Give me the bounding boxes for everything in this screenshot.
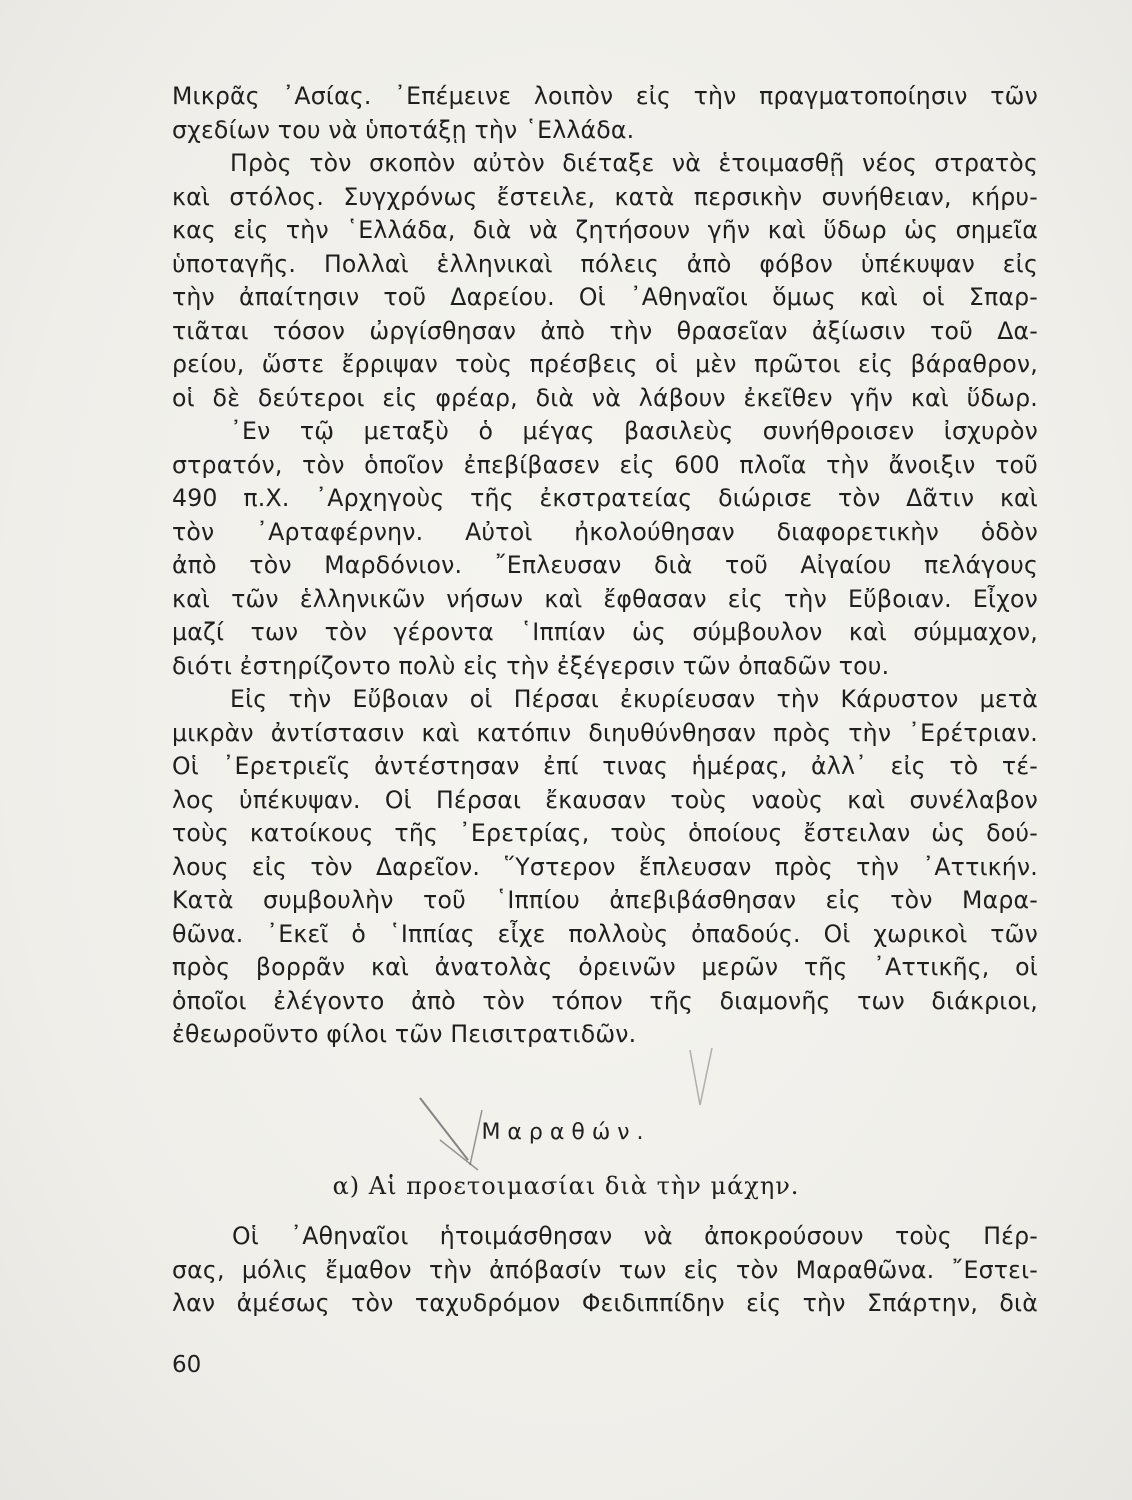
text-line: λος ὑπέκυψαν. Οἱ Πέρσαι ἔκαυσαν τοὺς ναοὺς καὶ συνέλαβον xyxy=(172,785,1038,814)
text-line: Οἱ ᾿Αθηναῖοι ἡτοιμάσθησαν νὰ ἀποκρούσουν τοὺς Πέρ- xyxy=(232,1222,1038,1250)
text-line: ᾿Εν τῷ μεταξὺ ὁ μέγας βασιλεὺς συνήθροισεν ἰσχυρὸν xyxy=(230,417,1038,445)
section-subheading: α) Αἱ προετοιμασίαι διὰ τὴν μάχην. xyxy=(332,1172,800,1200)
text-line: στρατόν, τὸν ὁποῖον ἐπεβίβασεν εἰς 600 πλοῖα τὴν ἄνοιξιν τοῦ xyxy=(172,450,1038,479)
text-line: ὁποῖοι ἐλέγοντο ἀπὸ τὸν τόπον τῆς διαμονῆς των διάκριοι, xyxy=(172,986,1038,1015)
text-line: ἀπὸ τὸν Μαρδόνιον. ῎Επλευσαν διὰ τοῦ Αἰγαίου πελάγους xyxy=(172,551,1038,579)
body-text-block xyxy=(172,80,1038,1052)
text-line: τιᾶται τόσον ὠργίσθησαν ἀπὸ τὴν θρασεῖαν ἀξίωσιν τοῦ Δα- xyxy=(172,316,1038,345)
text-line: σχεδίων του νὰ ὑποτάξῃ τὴν ῾Ελλάδα. xyxy=(172,115,635,144)
text-line: 490 π.Χ. ᾿Αρχηγοὺς τῆς ἐκστρατείας διώρισε τὸν Δᾶτιν καὶ xyxy=(172,484,1038,512)
text-line: λαν ἀμέσως τὸν ταχυδρόμον Φειδιππίδην εἰς τὴν Σπάρτην, διὰ xyxy=(172,1289,1038,1317)
text-line: λους εἰς τὸν Δαρεῖον. ῞Υστερον ἔπλευσαν πρὸς τὴν ᾿Αττικήν. xyxy=(172,852,1038,881)
text-line: σας, μόλις ἔμαθον τὴν ἀπόβασίν των εἰς τὸν Μαραθῶνα. ῎Εστει- xyxy=(172,1255,1038,1284)
text-line: τοὺς κατοίκους τῆς ᾿Ερετρίας, τοὺς ὁποίους ἔστειλαν ὡς δού- xyxy=(172,819,1038,847)
text-line: Οἱ ᾿Ερετριεῖς ἀντέστησαν ἐπί τινας ἡμέρας, ἀλλ᾿ εἰς τὸ τέ- xyxy=(172,752,1038,780)
text-line: θῶνα. ᾿Εκεῖ ὁ ῾Ιππίας εἶχε πολλοὺς ὀπαδούς. Οἱ χωρικοὶ τῶν xyxy=(172,919,1038,948)
page-number: 60 xyxy=(172,1352,202,1378)
text-line: οἱ δὲ δεύτεροι εἰς φρέαρ, διὰ νὰ λάβουν ἐκεῖθεν γῆν καὶ ὕδωρ. xyxy=(172,383,1038,412)
text-line: Κατὰ συμβουλὴν τοῦ ῾Ιππίου ἀπεβιβάσθησαν εἰς τὸν Μαρα- xyxy=(172,886,1038,914)
text-line: μαζί των τὸν γέροντα ῾Ιππίαν ὡς σύμβουλον καὶ σύμμαχον, xyxy=(172,618,1038,646)
text-line: τὸν ᾿Αρταφέρνην. Αὐτοὶ ἠκολούθησαν διαφορετικὴν ὁδὸν xyxy=(172,517,1038,546)
text-line: ρείου, ὥστε ἔρριψαν τοὺς πρέσβεις οἱ μὲν πρῶτοι εἰς βάραθρον, xyxy=(172,350,1038,378)
text-line: ὑποταγῆς. Πολλαὶ ἑλληνικαὶ πόλεις ἀπὸ φόβον ὑπέκυψαν εἰς xyxy=(172,249,1038,278)
section-heading: Μαραθών. xyxy=(481,1120,651,1145)
text-line: Μικρᾶς ᾿Ασίας. ᾿Επέμεινε λοιπὸν εἰς τὴν πραγματοποίησιν τῶν xyxy=(172,82,1038,110)
text-line: μικρὰν ἀντίστασιν καὶ κατόπιν διηυθύνθησαν πρὸς τὴν ᾿Ερέτριαν. xyxy=(172,718,1038,747)
text-line: Εἰς τὴν Εὔβοιαν οἱ Πέρσαι ἐκυρίευσαν τὴν Κάρυστον μετὰ xyxy=(230,685,1038,713)
text-line: τὴν ἀπαίτησιν τοῦ Δαρείου. Οἱ ᾿Αθηναῖοι ὅμως καὶ οἱ Σπαρ- xyxy=(172,283,1038,311)
text-line: πρὸς βορρᾶν καὶ ἀνατολὰς ὀρεινῶν μερῶν τῆς ᾿Αττικῆς, οἱ xyxy=(172,953,1038,981)
text-line: καὶ τῶν ἑλληνικῶν νήσων καὶ ἔφθασαν εἰς τὴν Εὔβοιαν. Εἶχον xyxy=(172,584,1038,613)
text-line: ἐθεωροῦντο φίλοι τῶν Πεισιτρατιδῶν. xyxy=(172,1020,637,1048)
body-text-block-2 xyxy=(172,1220,1038,1321)
text-line: Πρὸς τὸν σκοπὸν αὐτὸν διέταξε νὰ ἑτοιμασθῇ νέος στρατὸς xyxy=(230,149,1038,177)
text-line: κας εἰς τὴν ῾Ελλάδα, διὰ νὰ ζητήσουν γῆν καὶ ὕδωρ ὡς σημεῖα xyxy=(172,216,1038,244)
text-line: διότι ἐστηρίζοντο πολὺ εἰς τὴν ἐξέγερσιν τῶν ὀπαδῶν του. xyxy=(172,651,890,680)
text-line: καὶ στόλος. Συγχρόνως ἔστειλε, κατὰ περσικὴν συνήθειαν, κήρυ- xyxy=(172,182,1038,211)
